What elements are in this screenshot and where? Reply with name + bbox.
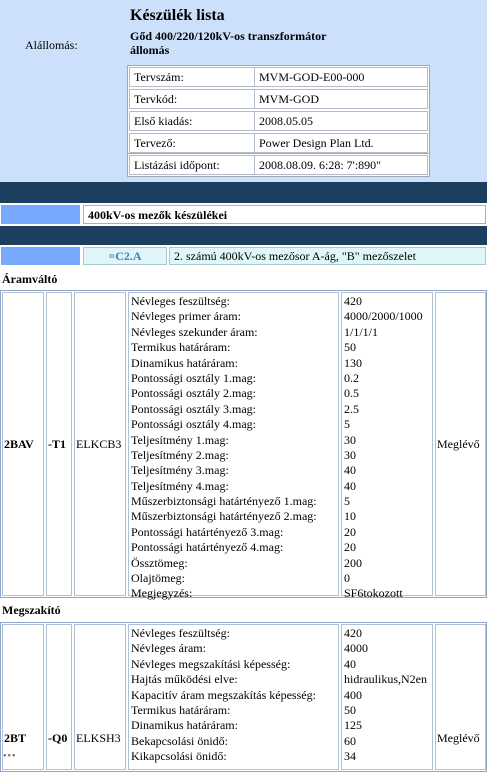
- info-value: Power Design Plan Ltd.: [259, 136, 374, 150]
- param-value: 50: [344, 340, 356, 355]
- info-key: Listázási időpont:: [130, 156, 255, 174]
- param-value: 0: [344, 571, 350, 586]
- info-row-plan-code: [129, 89, 428, 109]
- param-name: Teljesítmény 4.mag:: [131, 478, 229, 493]
- param-name: Műszerbiztonsági határtényező 2.mag:: [131, 509, 317, 524]
- param-name: Hajtás működési elve:: [131, 672, 238, 687]
- info-value: 2008.05.05: [259, 114, 313, 128]
- param-value: 34: [344, 749, 356, 764]
- section-title: 400kV-os mezők készülékei: [83, 205, 486, 224]
- param-value: 1/1/1/1: [344, 324, 379, 339]
- param-names: [128, 292, 339, 601]
- header-panel: [0, 0, 487, 182]
- param-name: Névleges primer áram:: [131, 309, 241, 324]
- device-status: Meglévő: [435, 624, 486, 770]
- param-value: 2.5: [344, 401, 359, 416]
- info-row-designer: [129, 133, 428, 153]
- param-name: Termikus határáram:: [131, 340, 231, 355]
- device-position: 2BAV: [2, 292, 44, 596]
- param-value: 30: [344, 447, 356, 462]
- param-name: Pontossági határtényező 4.mag:: [131, 540, 284, 555]
- param-value: 5: [344, 417, 350, 432]
- param-value: 40: [344, 656, 356, 671]
- param-name: Kikapcsolási önidő:: [131, 749, 227, 764]
- param-name: Termikus határáram:: [131, 702, 231, 717]
- substation-name: Gőd 400/220/120kV-os transzformátor állomás: [130, 29, 327, 57]
- param-value: 40: [344, 463, 356, 478]
- info-value: 2008.08.09. 6:28: 7':890": [259, 158, 382, 172]
- param-name: Pontossági osztály 4.mag:: [131, 417, 256, 432]
- device-current-transformer: [0, 290, 487, 601]
- param-value: 50: [344, 702, 356, 717]
- divider-band: [0, 226, 487, 245]
- info-key: Tervszám:: [130, 68, 255, 86]
- param-value: 5: [344, 494, 350, 509]
- param-value: 30: [344, 432, 356, 447]
- device-type: ELKCB3: [74, 292, 126, 596]
- param-name: Kapacitív áram megszakítás képesség:: [131, 687, 316, 702]
- param-name: Műszerbiztonsági határtényező 1.mag:: [131, 494, 317, 509]
- param-name: Teljesítmény 2.mag:: [131, 447, 229, 462]
- param-name: Névleges feszültség:: [131, 294, 230, 308]
- device-sub-code: -T1: [46, 292, 72, 596]
- device-status: Meglévő: [435, 292, 486, 596]
- param-value: 125: [344, 718, 362, 733]
- substation-label: Alállomás:: [25, 38, 78, 52]
- device-circuit-breaker: [0, 622, 487, 772]
- param-value: 0.5: [344, 386, 359, 401]
- param-value: 60: [344, 733, 356, 748]
- param-name: Pontossági osztály 2.mag:: [131, 386, 256, 401]
- listing-time-table: [127, 153, 430, 177]
- bay-code: =C2.A: [83, 247, 167, 265]
- param-name: Névleges feszültség:: [131, 626, 230, 640]
- param-value: 0.2: [344, 370, 359, 385]
- info-key: Tervező:: [130, 134, 255, 152]
- param-name: Dinamikus határáram:: [131, 355, 238, 370]
- device-position: 2BT: [2, 624, 44, 770]
- param-value: 420: [344, 626, 362, 640]
- info-key: Első kiadás:: [130, 112, 255, 130]
- category-title: Megszakító: [2, 603, 61, 617]
- param-value: 200: [344, 555, 362, 570]
- param-value: 400: [344, 687, 362, 702]
- bay-header: [0, 245, 487, 267]
- param-name: Pontossági osztály 3.mag:: [131, 401, 256, 416]
- section-header: [0, 203, 487, 226]
- param-name: Teljesítmény 1.mag:: [131, 432, 229, 447]
- device-type: ELKSH3: [74, 624, 126, 770]
- param-name: Megjegyzés:: [131, 586, 193, 601]
- param-name: Bekapcsolási önidő:: [131, 733, 228, 748]
- param-name: Dinamikus határáram:: [131, 718, 238, 733]
- more-indicator: •••: [3, 751, 17, 762]
- param-name: Össztömeg:: [131, 555, 188, 570]
- plan-info-table: [127, 65, 430, 155]
- info-value: MVM-GOD-E00-000: [259, 70, 365, 84]
- bay-accent: [1, 247, 80, 265]
- info-key: Tervkód:: [130, 90, 255, 108]
- divider-band: [0, 182, 487, 203]
- bay-description: 2. számú 400kV-os mezősor A-ág, "B" mezőszelet: [169, 247, 486, 265]
- param-name: Teljesítmény 3.mag:: [131, 463, 229, 478]
- param-name: Névleges megszakítási képesség:: [131, 656, 291, 671]
- device-sub-code: -Q0: [46, 624, 72, 770]
- param-value: 4000: [344, 641, 368, 656]
- info-value: MVM-GOD: [259, 92, 319, 106]
- param-value: hidraulikus,N2en: [344, 672, 427, 687]
- param-value: 40: [344, 478, 356, 493]
- info-row-first-issue: [129, 111, 428, 131]
- info-row-listing-time: [129, 155, 428, 175]
- param-name: Névleges szekunder áram:: [131, 324, 258, 339]
- param-name: Névleges áram:: [131, 641, 206, 656]
- param-value: 20: [344, 524, 356, 539]
- category-title: Áramváltó: [2, 272, 58, 286]
- param-value: 130: [344, 355, 362, 370]
- param-values: [341, 624, 433, 770]
- param-value: 4000/2000/1000: [344, 309, 423, 324]
- section-accent: [1, 205, 80, 224]
- param-value: SF6tokozott: [344, 586, 403, 601]
- param-value: 10: [344, 509, 356, 524]
- param-name: Olajtömeg:: [131, 571, 185, 586]
- param-value: 420: [344, 294, 362, 308]
- param-name: Pontossági határtényező 3.mag:: [131, 524, 284, 539]
- param-names: [128, 624, 339, 770]
- param-value: 20: [344, 540, 356, 555]
- page-title: Készülék lista: [130, 7, 225, 24]
- info-row-plan-number: [129, 67, 428, 87]
- param-name: Pontossági osztály 1.mag:: [131, 370, 256, 385]
- param-values: [341, 292, 433, 601]
